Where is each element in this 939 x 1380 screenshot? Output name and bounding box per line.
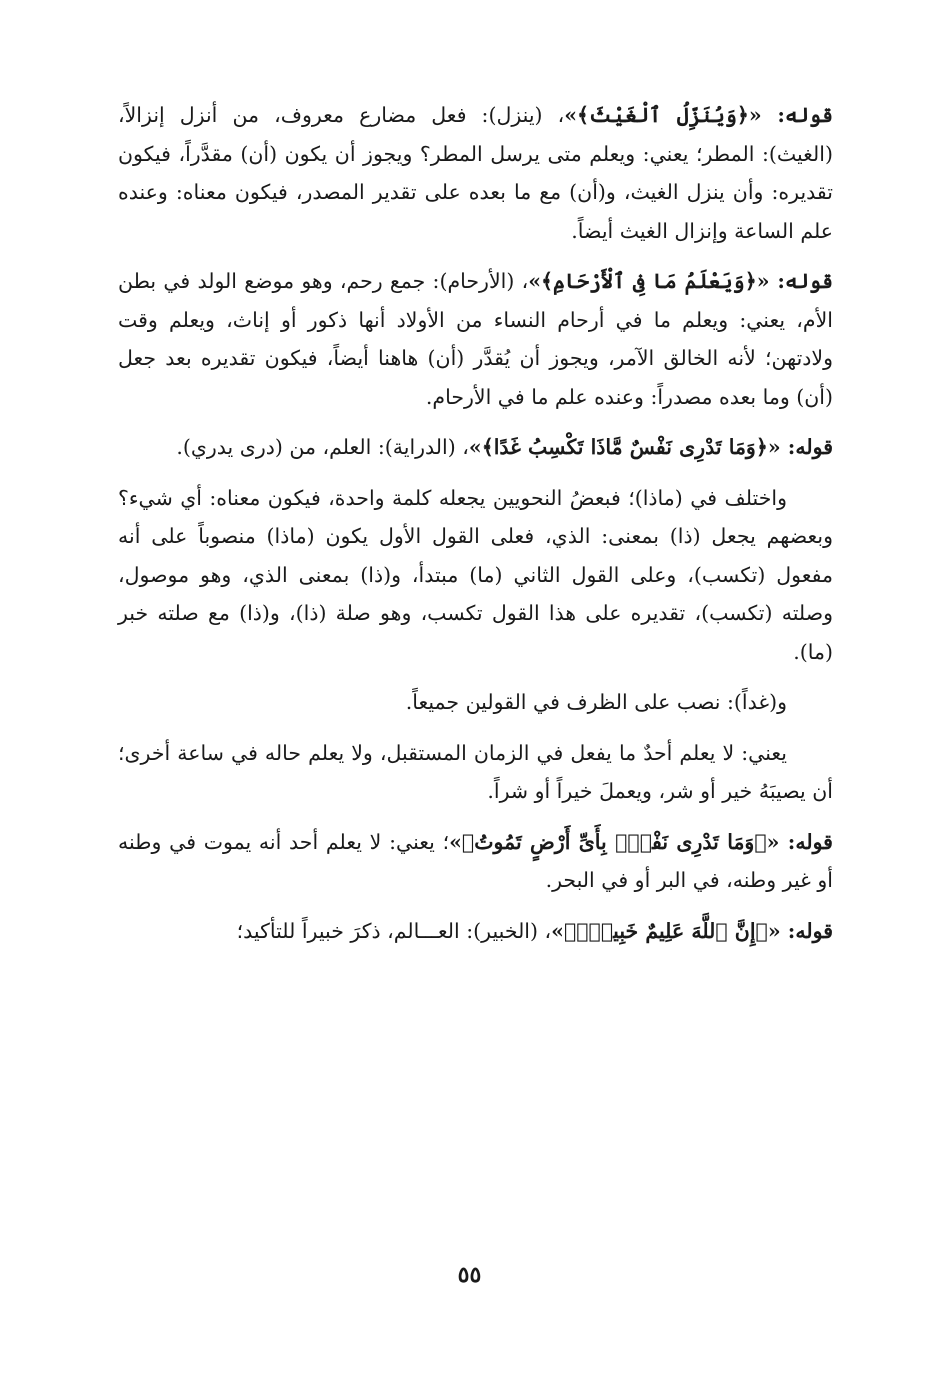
qawluh-label: قوله: <box>769 269 833 293</box>
page-number: ٥٥ <box>457 1262 482 1288</box>
paragraph-wayalamu-ma-fil-arham <box>118 262 833 416</box>
paragraph-wayunazzil-alghayth <box>118 96 833 250</box>
paragraph-yani-la-yalamu <box>118 734 833 811</box>
paragraph-inna-allaha-alimun <box>118 912 833 951</box>
paragraph-wama-tadri-nafsun-madha <box>118 428 833 467</box>
quran-quote: «﴿وَيُنَزِّلُ ٱلْغَيْثَ﴾» <box>564 103 762 127</box>
quran-quote: «﴿وَمَا تَدْرِى نَفْسٌ مَّاذَا تَكْسِبُ غَدًا﴾» <box>468 435 781 459</box>
paragraph-text: ، (الأرحام): جمع رحم، وهو موضع الولد في بطن الأم، يعني: ويعلم ما في أرحام النساء من الأولاد أنها ذكور أو إناث، ويعلم وقت ولادتهن؛ لأنه الخالق الآمر، ويجوز أن يُقدَّر (أن) هاهنا أيضاً، فيكون تقديره بعد جعل (أن) وما بعده مصدراً: وعنده علم ما في الأرحام. <box>118 269 833 409</box>
qawluh-label: قوله: <box>779 829 833 854</box>
paragraph-text: واختلف في (ماذا)؛ فبعضُ النحويين يجعله كلمة واحدة، فيكون معناه: أي شيء؟ وبعضهم يجعل (ذا) بمعنى: الذي، فعلى القول الأول يكون (ماذا) منصوباً على أنه مفعول (تكسب)، وعلى القول الثاني (ما) مبتدأ، و(ذا) بمعنى الذي، وهو موصول، وصلته (تكسب)، تقديره على هذا القول تكسب، وهو صلة (ذا)، و(ذا) مع صلته خبر (ما). <box>118 485 833 664</box>
paragraph-madha-grammar <box>118 479 833 672</box>
paragraph-text: ، (الخبير): العـــالم، ذكرَ خبيراً للتأكيد؛ <box>236 918 552 943</box>
paragraph-text: ، (الدراية): العلم، من (درى يدري). <box>176 435 469 459</box>
qawluh-label: قوله: <box>780 435 833 459</box>
quran-quote: «﴿وَمَا تَدْرِى نَفْسٌۢ بِأَىِّ أَرْضٍ تَمُوتُ﴾» <box>449 829 780 854</box>
quran-quote: «﴿إِنَّ ٱللَّهَ عَلِيمٌ خَبِيرٌۢ﴾» <box>551 918 781 943</box>
paragraph-text: ؛ يعني: لا يعلم أحد أنه يموت في وطنه أو غير وطنه، في البر أو في البحر. <box>118 829 833 892</box>
paragraph-text: ، (ينزل): فعل مضارع معروف، من أنزل إنزالاً، (الغيث): المطر؛ يعني: ويعلم متى يرسل المطر؟ ويجوز أن يكون (أن) مقدَّراً، فيكون تقديره: وأن ينزل الغيث، و(أن) مع ما بعده على تقدير المصدر، فيكون معناه: وعنده علم الساعة وإنزال الغيث أيضاً. <box>118 103 833 243</box>
quran-quote: «﴿وَيَعْلَمُ مَا فِى ٱلْأَرْحَامِ﴾» <box>528 269 770 293</box>
paragraph-text: يعني: لا يعلم أحدٌ ما يفعل في الزمان المستقبل، ولا يعلم حاله في ساعة أخرى؛ أن يصيبَهُ خير أو شر، ويعملَ خيراً أو شراً. <box>118 740 833 803</box>
paragraph-text: و(غداً): نصب على الظرف في القولين جميعاً. <box>405 690 787 714</box>
qawluh-label: قوله: <box>761 103 833 127</box>
qawluh-label: قوله: <box>780 918 833 943</box>
paragraph-ghadan <box>118 683 833 722</box>
paragraph-bi-ayyi-ardin <box>118 823 833 900</box>
